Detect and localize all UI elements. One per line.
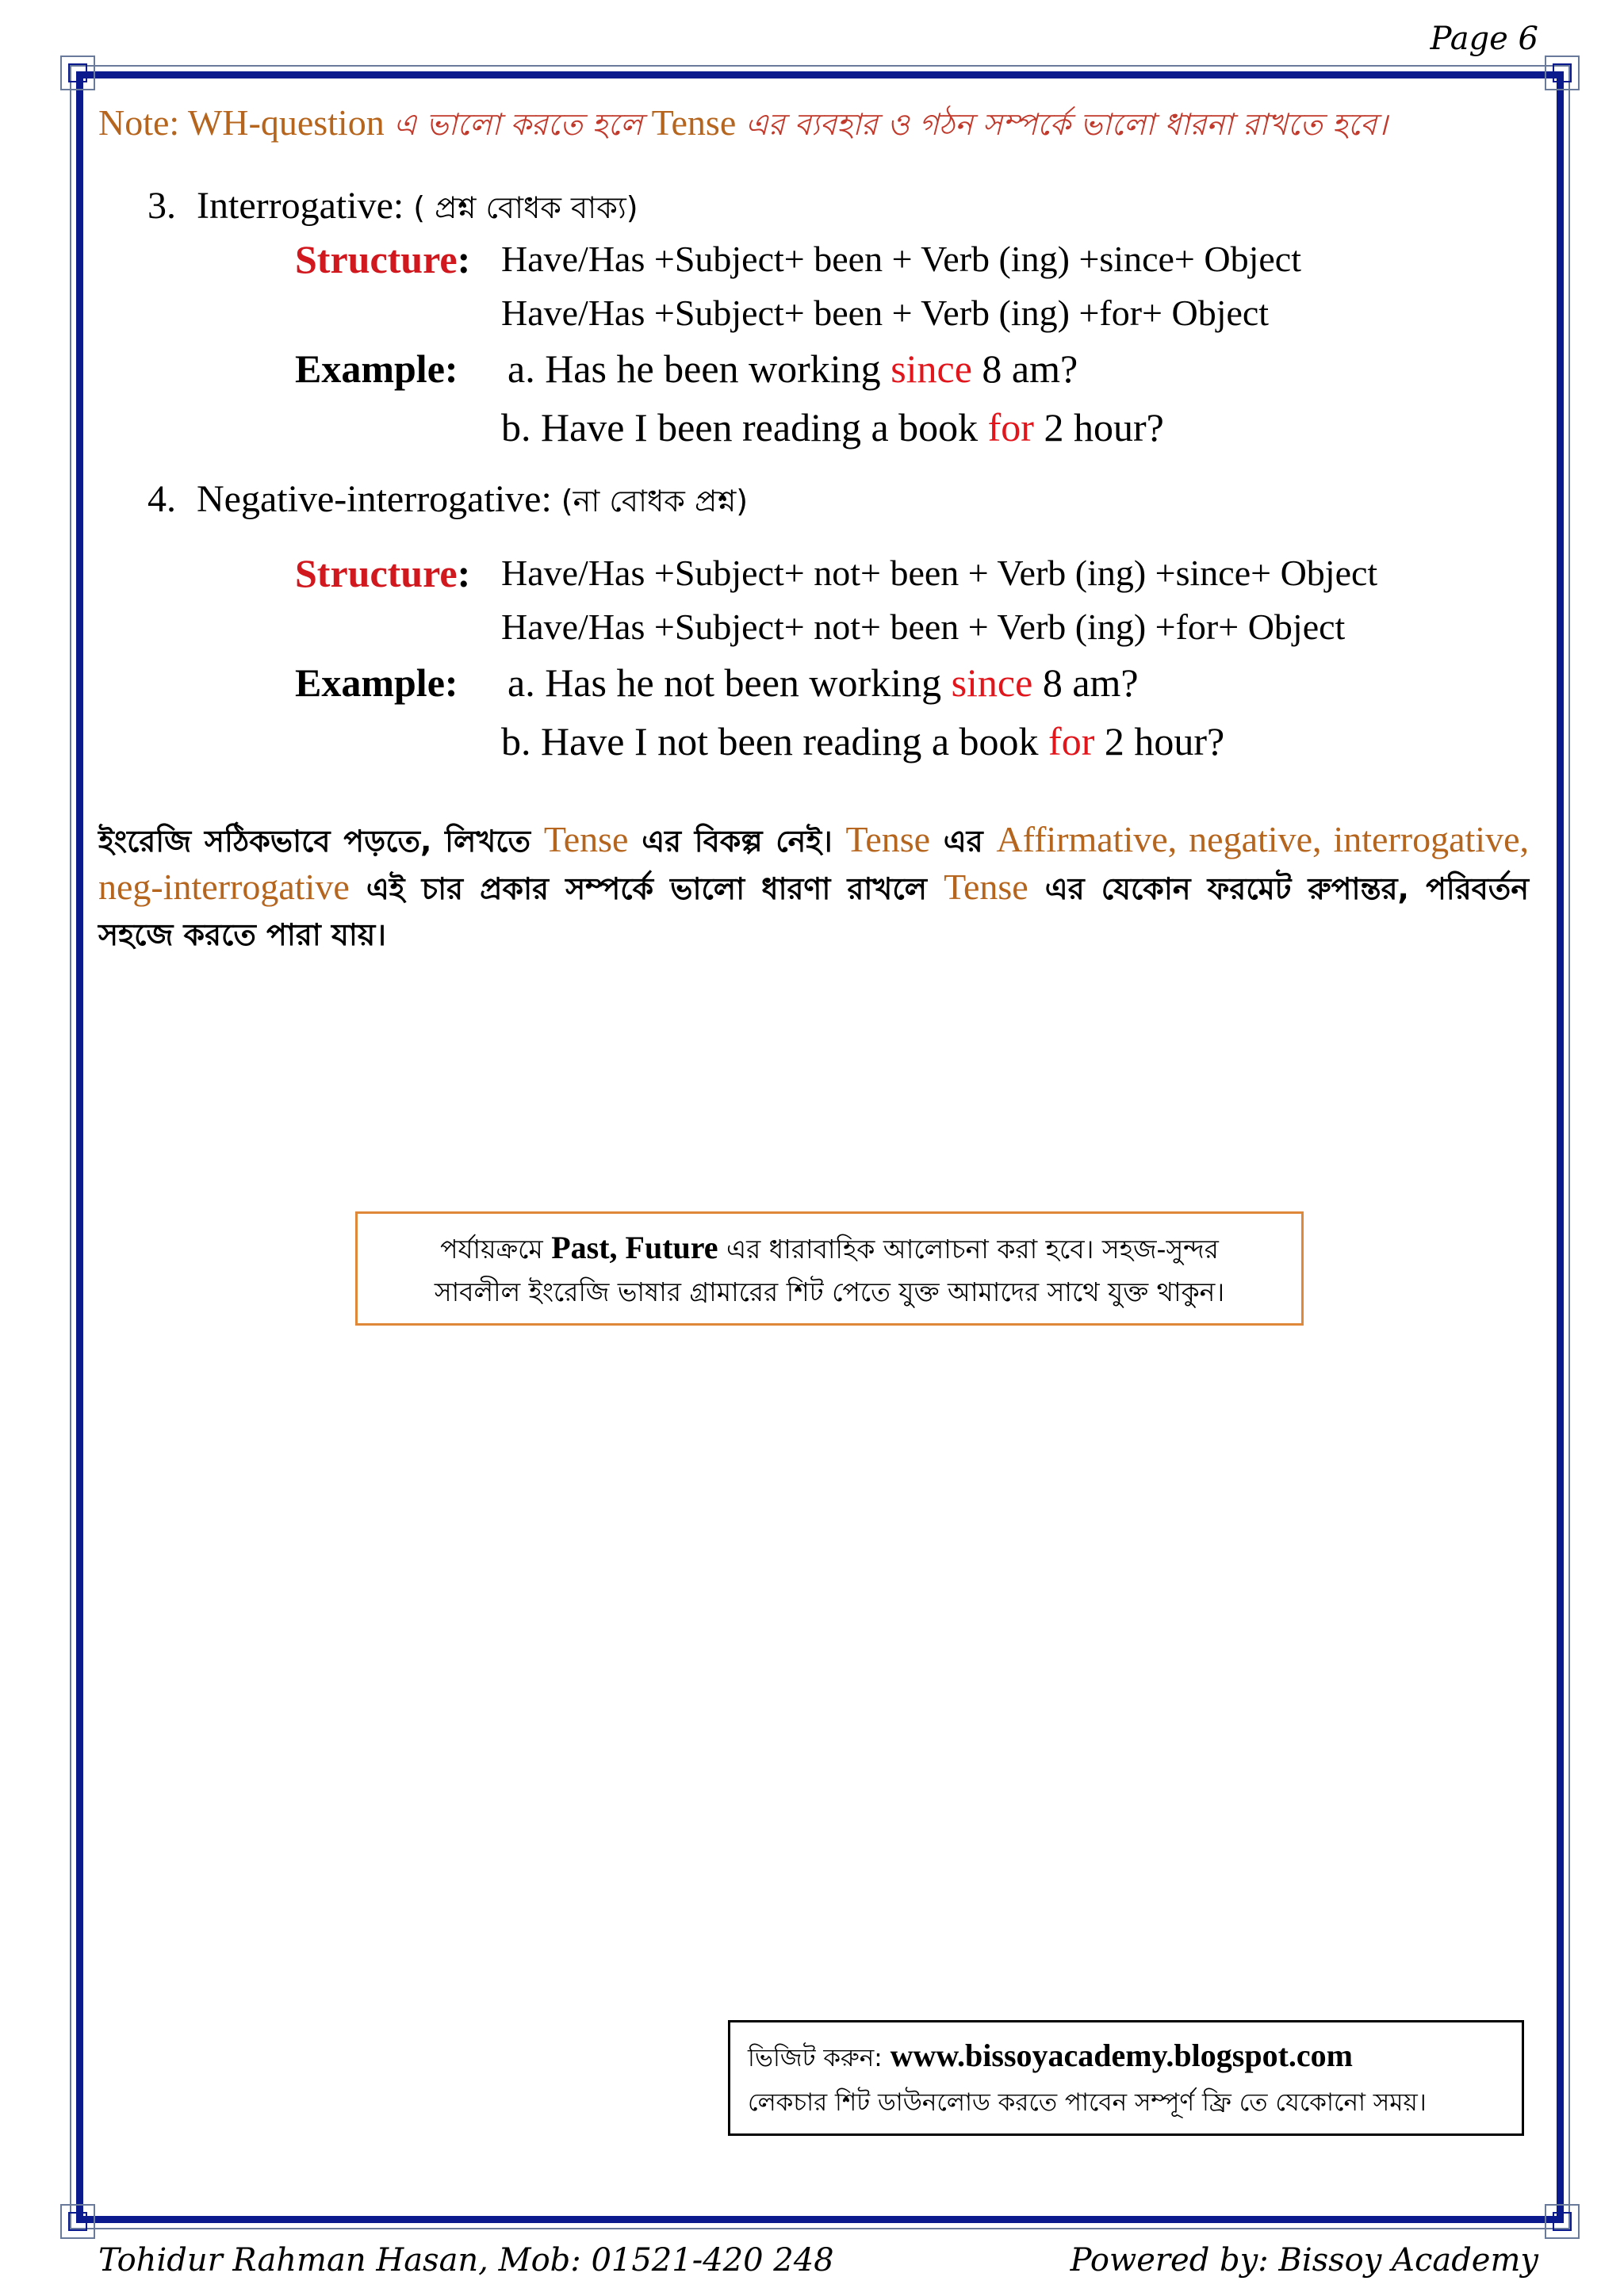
example-line: a. Has he been working since 8 am?	[508, 346, 1078, 391]
structure-line: Have/Has +Subject+ been + Verb (ing) +since+ Object	[501, 239, 1301, 279]
section-number: 4.	[147, 478, 176, 520]
notice-box	[355, 1211, 1304, 1326]
section-heading-negative-interrogative	[147, 477, 748, 529]
note-bangla-1: এ ভালো করতে হলে	[393, 107, 643, 142]
note-prefix: Note: WH-question	[98, 102, 385, 143]
visit-box	[728, 2020, 1524, 2136]
highlight-word: for	[987, 405, 1034, 450]
footer-author: Tohidur Rahman Hasan, Mob: 01521-420 248	[98, 2242, 834, 2279]
structure-line: Have/Has +Subject+ been + Verb (ing) +for+ Object	[501, 293, 1270, 333]
structure-label: Structure:	[295, 551, 471, 595]
visit-line-2: লেকচার শিট ডাউনলোড করতে পাবেন সম্পূর্ণ ফ্রি তে যেকোনো সময়।	[748, 2088, 1427, 2117]
visit-line-1: ভিজিট করুন: www.bissoyacademy.blogspot.com	[748, 2038, 1353, 2073]
page-number: Page 6	[1430, 21, 1538, 57]
note-bangla-2: এর ব্যবহার ও গঠন সম্পর্কে ভালো ধারনা রাখতে হবে।	[745, 107, 1388, 142]
example-line: b. Have I been reading a book for 2 hour?	[501, 405, 1164, 450]
highlight-word: since	[891, 346, 972, 391]
section-title-bangla: ( প্রশ্ন বোধক বাক্য)	[413, 190, 638, 225]
border-corner-ornament	[1545, 2204, 1580, 2239]
example-line: a. Has he not been working since 8 am?	[508, 660, 1139, 705]
note-tense: Tense	[651, 102, 737, 143]
notice-line-2: সাবলীল ইংরেজি ভাষার গ্রামারের শিট পেতে যুক্ত আমাদের সাথে যুক্ত থাকুন।	[434, 1276, 1225, 1307]
footer-publisher: Powered by: Bissoy Academy	[1070, 2242, 1538, 2279]
example-label: Example:	[295, 660, 458, 705]
structure-label: Structure:	[295, 237, 471, 281]
website-link[interactable]: www.bissoyacademy.blogspot.com	[890, 2038, 1353, 2073]
border-corner-ornament	[60, 2204, 95, 2239]
structure-line: Have/Has +Subject+ not+ been + Verb (ing) +since+ Object	[501, 553, 1378, 593]
border-corner-ornament	[1545, 55, 1580, 90]
section-number: 3.	[147, 185, 176, 227]
summary-paragraph: ইংরেজি সঠিকভাবে পড়তে, লিখতে Tense এর বিকল্প নেই। Tense এর Affirmative, negative, interrogative, neg-interrogative এই চার প্রকার সম্পর্কে ভালো ধারণা রাখলে Tense এর যেকোন ফরমেট রুপান্তর, পরিবর্তন সহজে করতে পারা যায়।	[98, 819, 1530, 952]
section-title-bangla: (না বোধক প্রশ্ন)	[561, 484, 749, 519]
section-title: Negative-interrogative:	[197, 478, 552, 520]
note-line	[98, 101, 1557, 152]
structure-line: Have/Has +Subject+ not+ been + Verb (ing) +for+ Object	[501, 607, 1346, 647]
border-corner-ornament	[60, 55, 95, 90]
section-heading-interrogative	[147, 184, 638, 235]
section-title: Interrogative:	[197, 185, 404, 227]
highlight-word: since	[951, 660, 1033, 705]
page-border-inner	[76, 71, 1564, 2223]
example-label: Example:	[295, 346, 458, 391]
highlight-word: for	[1048, 719, 1095, 763]
notice-line-1: পর্যায়ক্রমে Past, Future এর ধারাবাহিক আলোচনা করা হবে। সহজ-সুন্দর	[440, 1230, 1219, 1265]
example-line: b. Have I not been reading a book for 2 hour?	[501, 719, 1225, 763]
